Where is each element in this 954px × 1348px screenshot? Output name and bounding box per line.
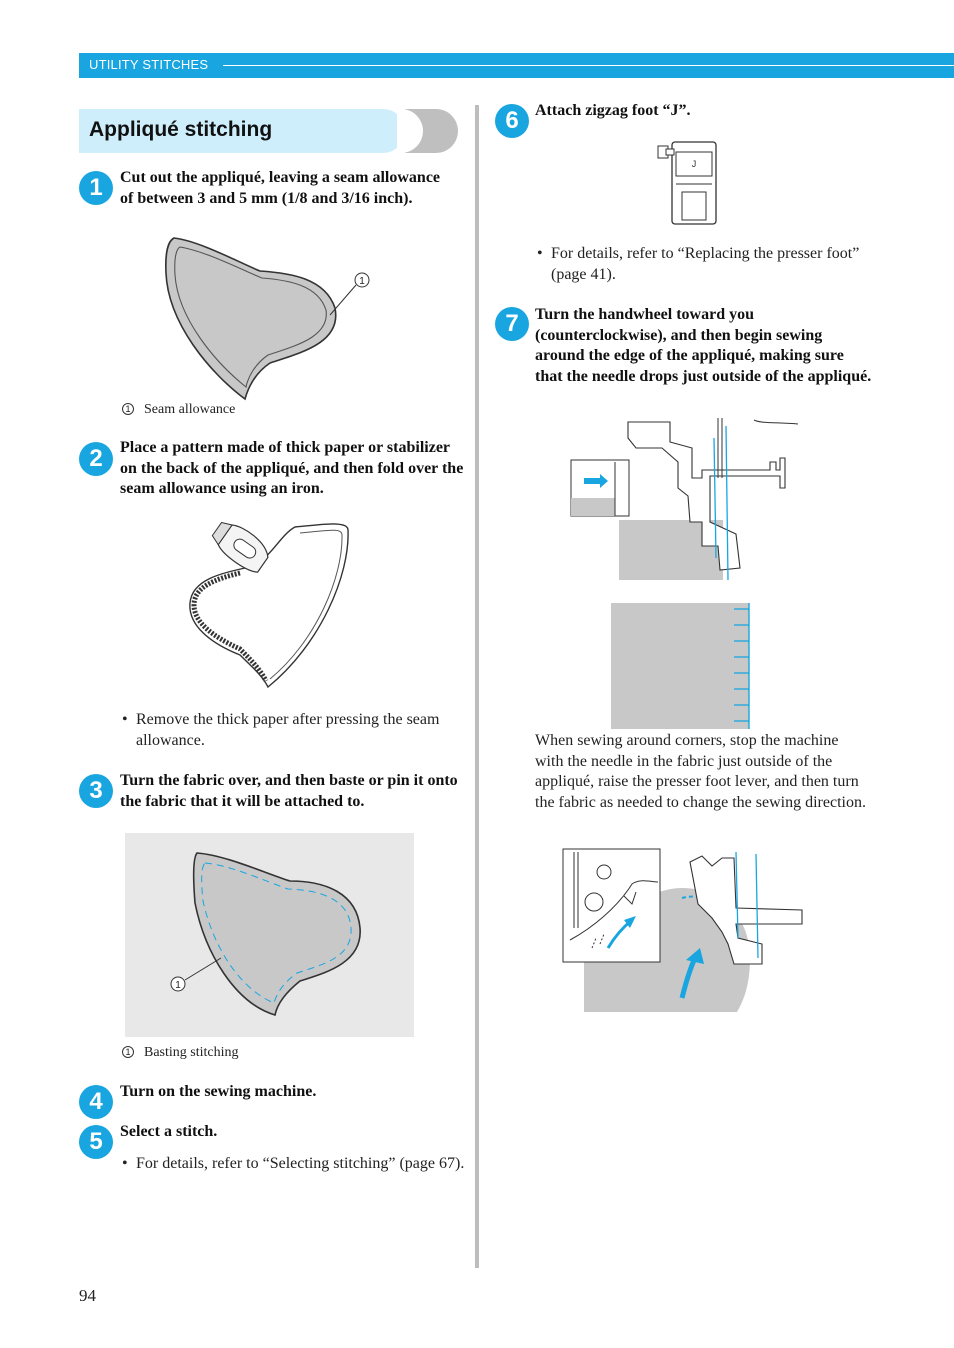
- step-1-number: 1: [79, 171, 113, 205]
- figure-1-callout: 1: [359, 276, 365, 287]
- iron-folding-figure: [180, 515, 360, 695]
- section-header-bar: [79, 53, 954, 78]
- caption-3-number: 1: [122, 1046, 134, 1058]
- step-7-paragraph: When sewing around corners, stop the machine with the needle in the fabric just outside of the appliqué, raise the presser foot lever, and then turn the fabric as needed to change the sewing direction.: [535, 732, 866, 811]
- step-2-text: Place a pattern made of thick paper or stabilizer on the back of the appliqué, and then fold over the seam allowance using an iron.: [120, 439, 464, 497]
- step-2-number: 2: [79, 442, 113, 476]
- caption-3-label: Basting stitching: [144, 1045, 239, 1060]
- step-3-text: Turn the fabric over, and then baste or pin it onto the fabric that it will be attached to.: [120, 772, 458, 810]
- figure-1-caption: [122, 402, 235, 418]
- title-pill-decoration: [405, 109, 458, 153]
- step-4-number: 4: [79, 1085, 113, 1119]
- step-5-number: 5: [79, 1125, 113, 1159]
- step-7-text: Turn the handwheel toward you (counterclockwise), and then begin sewing around the edge of the appliqué, making sure that the needle drops just outside of the appliqué.: [535, 306, 872, 385]
- corner-turning-figure: [562, 848, 806, 1014]
- figure-3-caption: [122, 1045, 239, 1061]
- caption-1-label: Seam allowance: [144, 402, 236, 417]
- step-5-note: • For details, refer to “Selecting stitching” (page 67).: [120, 1154, 465, 1175]
- caption-1-number: 1: [122, 403, 134, 415]
- stitch-line-figure: [611, 603, 753, 731]
- step-4-text: Turn on the sewing machine.: [120, 1083, 317, 1100]
- header-rule: [223, 65, 954, 66]
- section-label: UTILITY STITCHES: [89, 57, 209, 72]
- step-6-text: Attach zigzag foot “J”.: [535, 102, 691, 119]
- zigzag-foot-j-figure: [652, 140, 722, 226]
- step-6-note: • For details, refer to “Replacing the presser foot” (page 41).: [535, 244, 865, 285]
- step-3-number: 3: [79, 774, 113, 808]
- applique-seam-allowance-figure: [160, 233, 380, 403]
- step-2-note: • Remove the thick paper after pressing the seam allowance.: [120, 710, 460, 751]
- step-6-number: 6: [495, 104, 529, 138]
- foot-letter: J: [691, 159, 697, 169]
- needle-position-figure: [570, 418, 800, 582]
- step-1-text: Cut out the appliqué, leaving a seam allowance of between 3 and 5 mm (1/8 and 3/16 inch).: [120, 169, 441, 207]
- page-title: Appliqué stitching: [89, 118, 273, 141]
- figure-3-callout: 1: [175, 980, 181, 991]
- step-5-text: Select a stitch.: [120, 1123, 218, 1140]
- basted-applique-figure: [125, 833, 414, 1037]
- page-number: 94: [79, 1286, 96, 1305]
- step-7-number: 7: [495, 307, 529, 341]
- column-divider: [475, 105, 479, 1268]
